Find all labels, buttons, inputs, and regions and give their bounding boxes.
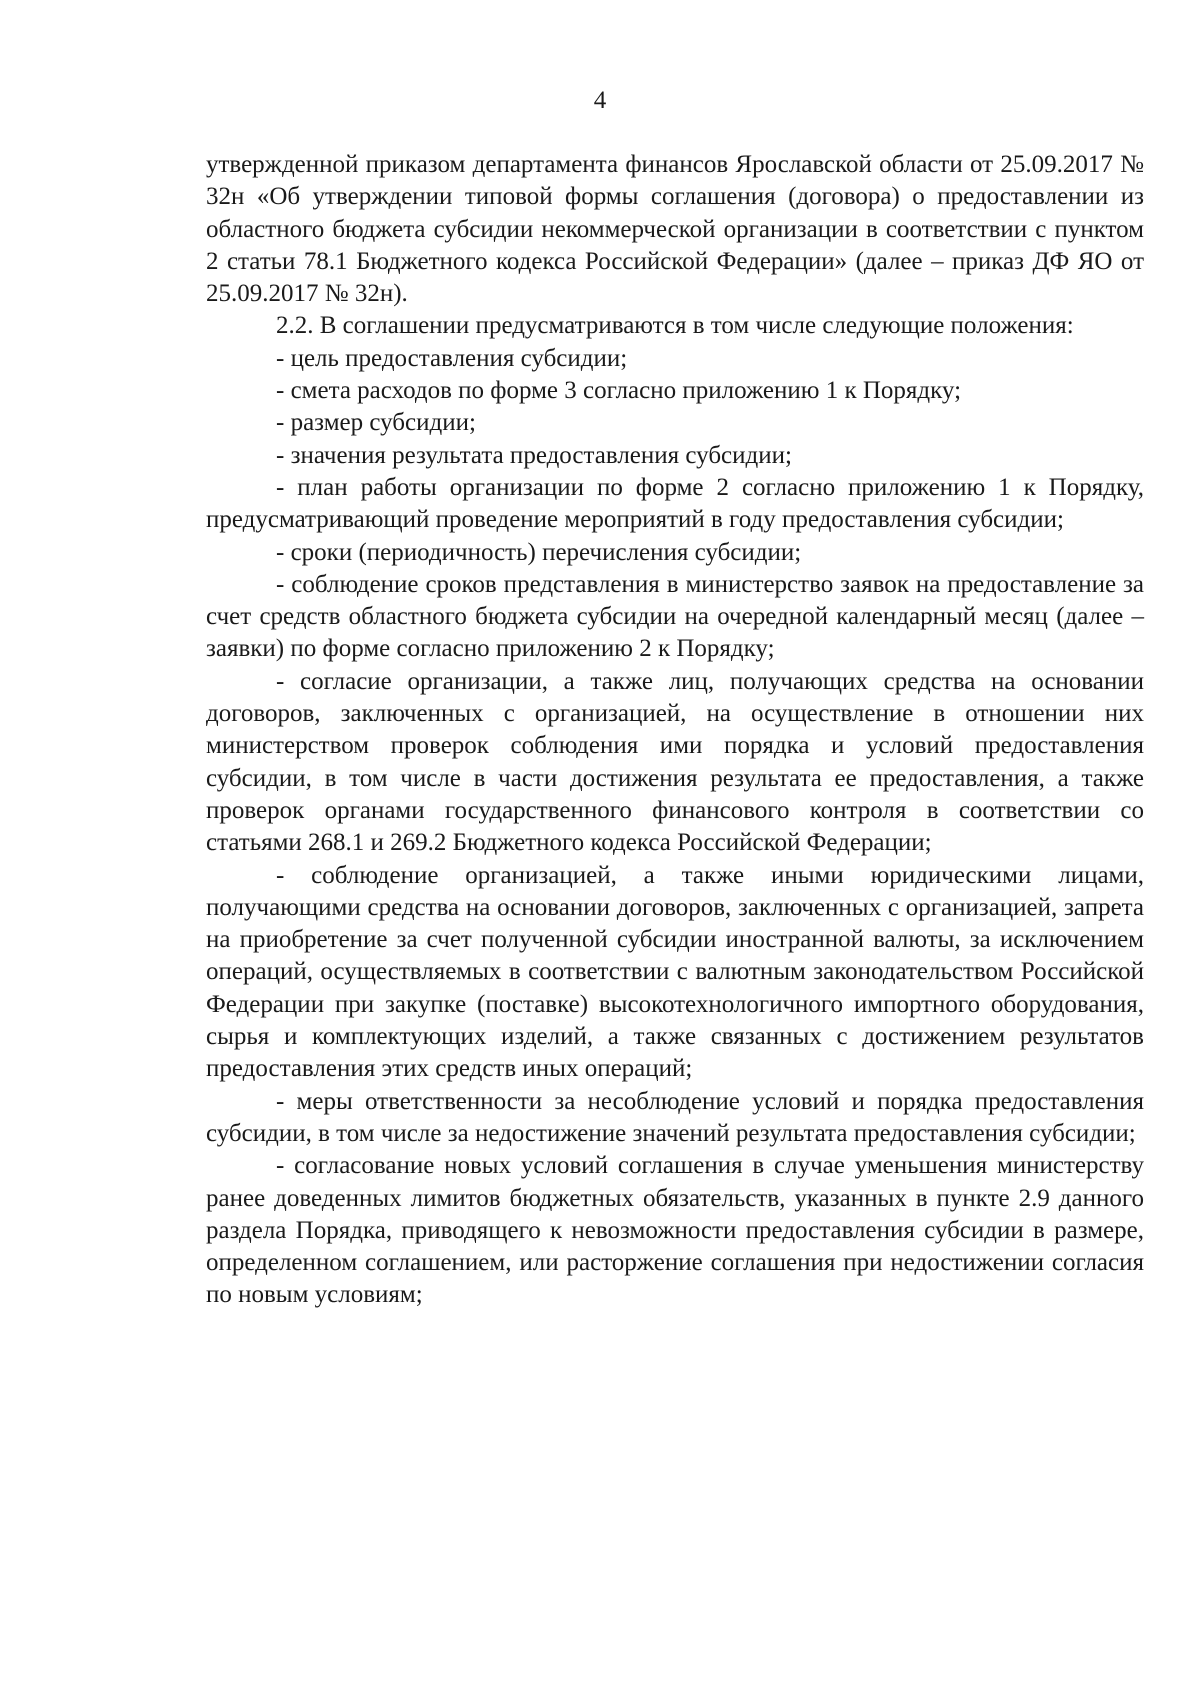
list-item-liability-measures: - меры ответственности за несоблюдение условий и порядка предоставления субсидии, в том числе за недостижение значений результата предоставления субсидии; xyxy=(206,1087,1144,1147)
paragraph-clause-2-2: 2.2. В соглашении предусматриваются в том числе следующие положения: xyxy=(276,312,1074,340)
list-item-transfer-terms: - сроки (периодичность) перечисления субсидии; xyxy=(276,538,802,566)
list-item-currency-prohibition: - соблюдение организацией, а также иными юридическими лицами, получающими средства на основании договоров, заключенных с организацией, запрета на приобретение за счет полученной субсидии иностранной валюты, за исключением операций, осуществляемых в соответствии с валютным законодательством Российской Федерации при закупке (поставке) высокотехнологичного импортного оборудования, сырья и комплектующих изделий, а также связанных с достижением результатов предоставления этих средств иных операций; xyxy=(206,861,1144,1083)
list-item-inspection-consent: - согласие организации, а также лиц, получающих средства на основании договоров, заключенных с организацией, на осуществление в отношении них министерством проверок соблюдения ими порядка и условий предоставления субсидии, в том числе в части достижения результата ее предоставления, а также проверок органами государственного финансового контроля в соответствии со статьями 268.1 и 269.2 Бюджетного кодекса Российской Федерации; xyxy=(206,667,1144,857)
list-item-cost-estimate: - смета расходов по форме 3 согласно приложению 1 к Порядку; xyxy=(276,377,962,405)
list-item-new-conditions: - согласование новых условий соглашения в случае уменьшения министерству ранее доведенных лимитов бюджетных обязательств, указанных в пункте 2.9 данного раздела Порядка, приводящего к невозможности предоставления субсидии в размере, определенном соглашением, или расторжение соглашения при недостижении согласия по новым условиям; xyxy=(206,1152,1144,1309)
list-item-subsidy-amount: - размер субсидии; xyxy=(276,409,476,437)
paragraph-order-reference: утвержденной приказом департамента финансов Ярославской области от 25.09.2017 № 32н «Об утверждении типовой формы соглашения (договора) о предоставлении из областного бюджета субсидии некоммерческой организации в соответствии с пунктом 2 статьи 78.1 Бюджетного кодекса Российской Федерации» (далее – приказ ДФ ЯО от 25.09.2017 № 32н). xyxy=(206,151,1144,308)
page-number: 4 xyxy=(593,87,607,114)
list-item-work-plan: - план работы организации по форме 2 согласно приложению 1 к Порядку, предусматривающий проведение мероприятий в году предоставления субсидии; xyxy=(206,473,1144,534)
list-item-result-values: - значения результата предоставления субсидии; xyxy=(276,441,792,469)
list-item-application-deadlines: - соблюдение сроков представления в министерство заявок на предоставление за счет средств областного бюджета субсидии на очередной календарный месяц (далее – заявки) по форме согласно приложению 2 к Порядку; xyxy=(206,570,1144,663)
document-body xyxy=(206,149,1144,1312)
list-item-subsidy-purpose: - цель предоставления субсидии; xyxy=(276,344,628,372)
